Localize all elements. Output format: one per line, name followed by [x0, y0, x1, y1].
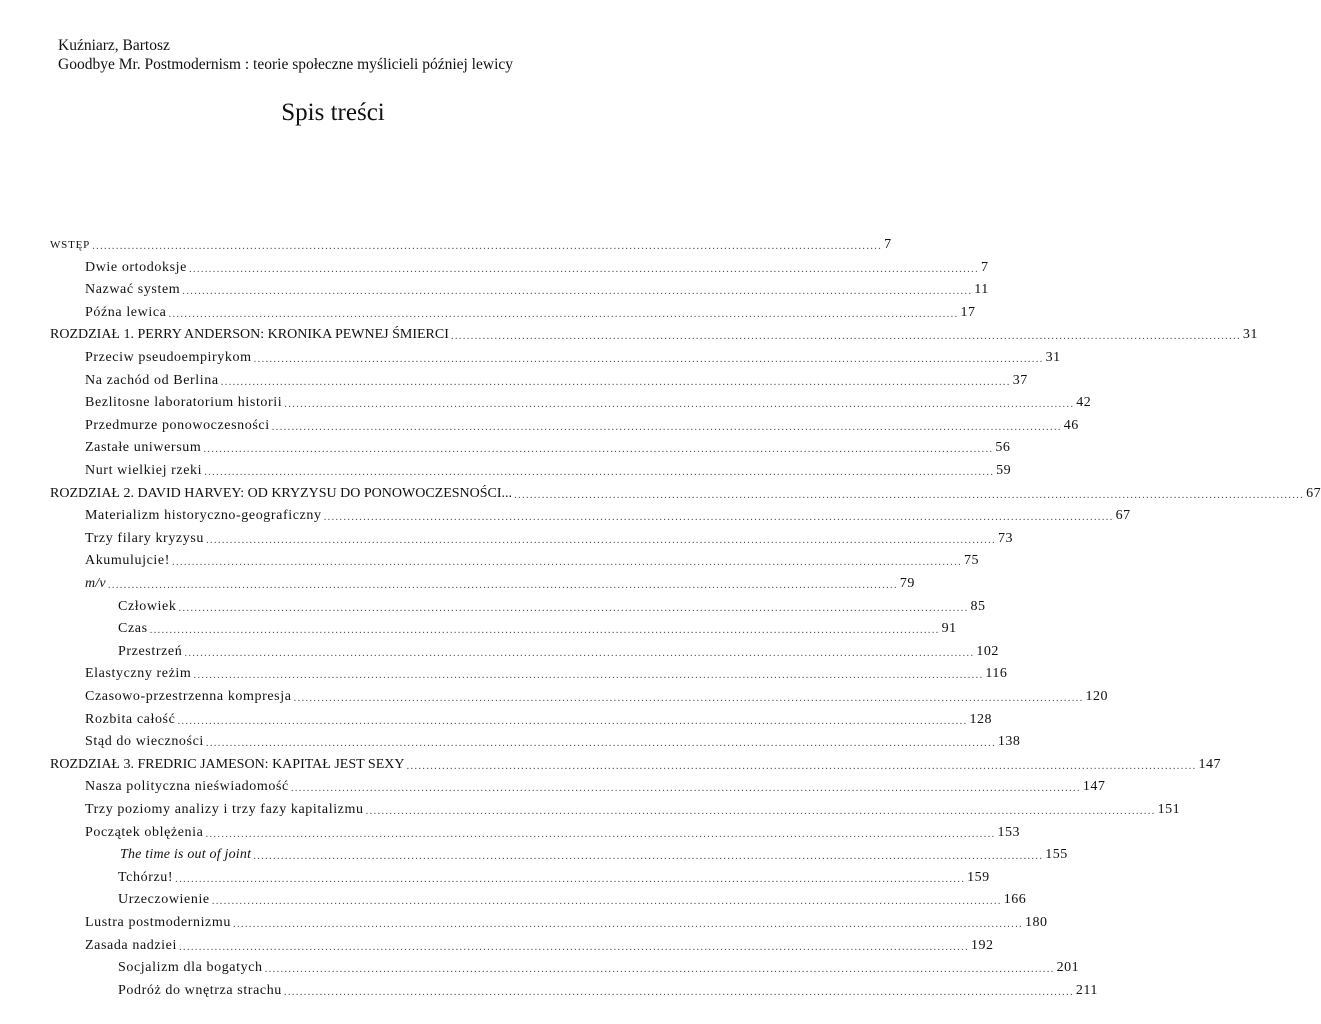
toc-entry-title: Trzy poziomy analizy i trzy fazy kapitalizmu [85, 802, 364, 817]
toc-entry [85, 502, 1131, 524]
dot-leader: ........................................................................................................................................................................................................ [177, 714, 968, 727]
toc-entry [50, 231, 892, 253]
toc-entry-title: Na zachód od Berlina [85, 372, 219, 388]
document-header [58, 36, 513, 74]
toc-entry-title: Trzy filary kryzysu [85, 530, 204, 546]
dot-leader: ........................................................................................................................................................................................................ [149, 624, 940, 637]
toc-entry [85, 254, 989, 276]
toc-entry-title: ROZDZIAŁ 1. PERRY ANDERSON: KRONIKA PEWNEJ ŚMIERCI [50, 327, 449, 343]
toc-entry-page: 79 [899, 576, 915, 591]
dot-leader: ........................................................................................................................................................................................................ [232, 918, 1023, 930]
toc-entry-title: m/v [85, 576, 106, 591]
toc-entry-title: Nasza polityczna nieświadomość [85, 779, 289, 795]
toc-entry [85, 796, 1181, 818]
dot-leader: ........................................................................................................................................................................................................ [182, 285, 973, 298]
dot-leader: ........................................................................................................................................................................................................ [290, 782, 1081, 795]
toc-entry-page: 166 [1003, 892, 1027, 908]
toc-entry-title: Przestrzeń [118, 643, 183, 659]
dot-leader: ........................................................................................................................................................................................................ [271, 420, 1062, 433]
dot-leader: ........................................................................................................................................................................................................ [365, 805, 1156, 817]
toc-entry-page: 7 [980, 259, 989, 275]
toc-entry [50, 480, 1321, 502]
toc-entry-page: 116 [985, 666, 1008, 682]
dot-leader: ........................................................................................................................................................................................................ [188, 262, 979, 275]
toc-entry [85, 909, 1048, 931]
toc-entry [118, 886, 1027, 908]
toc-entry-title: Nazwać system [85, 282, 181, 298]
toc-entry [85, 367, 1028, 389]
dot-leader: ........................................................................................................................................................................................................ [204, 466, 995, 478]
toc-entry-page: 102 [976, 643, 999, 659]
toc-entry [85, 299, 976, 321]
toc-entry-page: 211 [1075, 982, 1098, 998]
toc-entry-page: 138 [997, 734, 1021, 750]
toc-entry [85, 276, 989, 298]
toc-entry-title: Przeciw pseudoempirykom [85, 350, 252, 365]
toc-entry-title: Lustra postmodernizmu [85, 915, 231, 930]
toc-entry-page: 128 [969, 711, 992, 727]
toc-entry-title: Dwie ortodoksje [85, 259, 187, 275]
toc-entry-page: 147 [1198, 756, 1221, 772]
toc-entry [85, 773, 1106, 795]
toc-entry [120, 841, 1068, 863]
dot-leader: ........................................................................................................................................................................................................ [107, 579, 898, 591]
toc-entry-page: 59 [996, 463, 1012, 478]
toc-entry-title: WSTĘP [50, 239, 91, 251]
toc-entry-page: 46 [1063, 417, 1079, 433]
toc-entry-page: 7 [884, 237, 892, 252]
dot-leader: ........................................................................................................................................................................................................ [175, 872, 966, 885]
toc-entry-page: 85 [970, 598, 986, 614]
toc-entry-title: Tchórzu! [118, 869, 174, 885]
toc-entry-title: The time is out of joint [120, 847, 252, 863]
dot-leader: ........................................................................................................................................................................................................ [253, 850, 1044, 863]
toc-entry-page: 37 [1012, 372, 1028, 388]
toc-entry-page: 201 [1056, 960, 1080, 976]
dot-leader: ........................................................................................................................................................................................................ [253, 353, 1044, 365]
dot-leader: ........................................................................................................................................................................................................ [178, 601, 969, 614]
dot-leader: ........................................................................................................................................................................................................ [450, 330, 1241, 343]
toc-entry-title: Socjalizm dla bogatych [118, 960, 263, 976]
toc-entry-page: 31 [1242, 327, 1258, 343]
dot-leader: ........................................................................................................................................................................................................ [184, 646, 975, 659]
dot-leader: ........................................................................................................................................................................................................ [205, 737, 996, 750]
dot-leader: ........................................................................................................................................................................................................ [205, 533, 996, 546]
dot-leader: ........................................................................................................................................................................................................ [284, 398, 1075, 411]
toc-entry-title: Przedmurze ponowoczesności [85, 417, 270, 433]
toc-entry [118, 638, 999, 660]
dot-leader: ........................................................................................................................................................................................................ [168, 307, 959, 320]
toc-entry [85, 457, 1012, 479]
toc-entry-title: Stąd do wieczności [85, 734, 204, 750]
toc-entry [85, 570, 915, 592]
toc-entry-title: Podróż do wnętrza strachu [118, 982, 282, 998]
toc-entry-page: 153 [997, 824, 1020, 840]
toc-entry-title: Zasada nadziei [85, 937, 177, 953]
toc-entry-page: 75 [963, 553, 979, 569]
toc-entry [118, 593, 986, 615]
toc-entry-title: Rozbita całość [85, 711, 176, 727]
toc-entry-page: 120 [1085, 689, 1109, 704]
dot-leader: ........................................................................................................................................................................................................ [171, 556, 962, 569]
toc-entry-page: 73 [997, 530, 1013, 546]
toc-entry [85, 547, 979, 569]
toc-entry-title: Człowiek [118, 598, 177, 614]
toc-entry-page: 67 [1306, 485, 1321, 501]
toc-entry [118, 615, 957, 637]
toc-entry [85, 412, 1079, 434]
author-line: Kuźniarz, Bartosz [58, 37, 170, 54]
toc-entry-page: 31 [1045, 350, 1061, 365]
toc-entry [85, 389, 1092, 411]
toc-entry [118, 954, 1080, 976]
toc-entry-title: ROZDZIAŁ 2. DAVID HARVEY: OD KRYZYSU DO PONOWOCZESNOŚCI... [50, 485, 513, 501]
dot-leader: ........................................................................................................................................................................................................ [264, 963, 1055, 976]
toc-entry-title: Czas [118, 621, 148, 637]
toc-entry-page: 159 [967, 869, 990, 885]
toc-entry-page: 91 [941, 621, 957, 637]
toc-entry-page: 11 [974, 282, 989, 298]
toc-entry-page: 56 [995, 440, 1011, 456]
toc-entry-page: 42 [1076, 395, 1092, 411]
toc-entry [85, 728, 1021, 750]
dot-leader: ........................................................................................................................................................................................................ [220, 375, 1011, 388]
toc-entry [85, 344, 1061, 366]
toc-entry-title: Zastałe uniwersum [85, 440, 202, 456]
dot-leader: ........................................................................................................................................................................................................ [406, 759, 1197, 772]
toc-entry [85, 434, 1011, 456]
toc-entry-title: Nurt wielkiej rzeki [85, 463, 203, 478]
toc-entry-page: 17 [960, 304, 976, 320]
toc-entry [118, 977, 1098, 999]
toc-entry-page: 67 [1115, 508, 1131, 524]
toc-entry-page: 147 [1082, 779, 1106, 795]
dot-leader: ........................................................................................................................................................................................................ [205, 827, 996, 840]
toc-entry-title: Czasowo-przestrzenna kompresja [85, 689, 292, 704]
toc-entry-title: Późna lewica [85, 304, 167, 320]
page-title: Spis treści [281, 99, 385, 126]
dot-leader: ........................................................................................................................................................................................................ [193, 669, 984, 682]
toc-entry-title: Akumulujcie! [85, 553, 170, 569]
toc-entry [85, 819, 1020, 841]
book-title-line: Goodbye Mr. Postmodernism : teorie społeczne myślicieli później lewicy [58, 56, 514, 73]
dot-leader: ........................................................................................................................................................................................................ [283, 985, 1074, 998]
toc-entry [85, 683, 1109, 705]
toc-entry [85, 525, 1013, 547]
toc-entry-title: Bezlitosne laboratorium historii [85, 395, 283, 411]
dot-leader: ........................................................................................................................................................................................................ [92, 240, 883, 252]
toc-entry [85, 932, 994, 954]
toc-entry-title: Urzeczowienie [118, 892, 210, 908]
toc-entry-page: 180 [1024, 915, 1048, 930]
toc-entry-page: 155 [1045, 847, 1068, 863]
toc-entry-title: ROZDZIAŁ 3. FREDRIC JAMESON: KAPITAŁ JEST SEXY [50, 756, 405, 772]
toc-entry-title: Początek oblężenia [85, 824, 204, 840]
toc-entry [50, 751, 1221, 773]
dot-leader: ........................................................................................................................................................................................................ [211, 895, 1002, 908]
toc-entry [85, 660, 1008, 682]
toc-entry [85, 706, 992, 728]
dot-leader: ........................................................................................................................................................................................................ [323, 511, 1114, 524]
dot-leader: ........................................................................................................................................................................................................ [514, 488, 1305, 501]
dot-leader: ........................................................................................................................................................................................................ [178, 940, 969, 953]
toc-entry-title: Elastyczny reżim [85, 666, 192, 682]
toc-entry-page: 151 [1157, 802, 1181, 817]
toc-entry [50, 321, 1258, 343]
dot-leader: ........................................................................................................................................................................................................ [293, 692, 1084, 704]
toc-entry-title: Materializm historyczno-geograficzny [85, 508, 322, 524]
toc-entry [118, 864, 990, 886]
toc-entry-page: 192 [970, 937, 994, 953]
dot-leader: ........................................................................................................................................................................................................ [203, 443, 994, 456]
